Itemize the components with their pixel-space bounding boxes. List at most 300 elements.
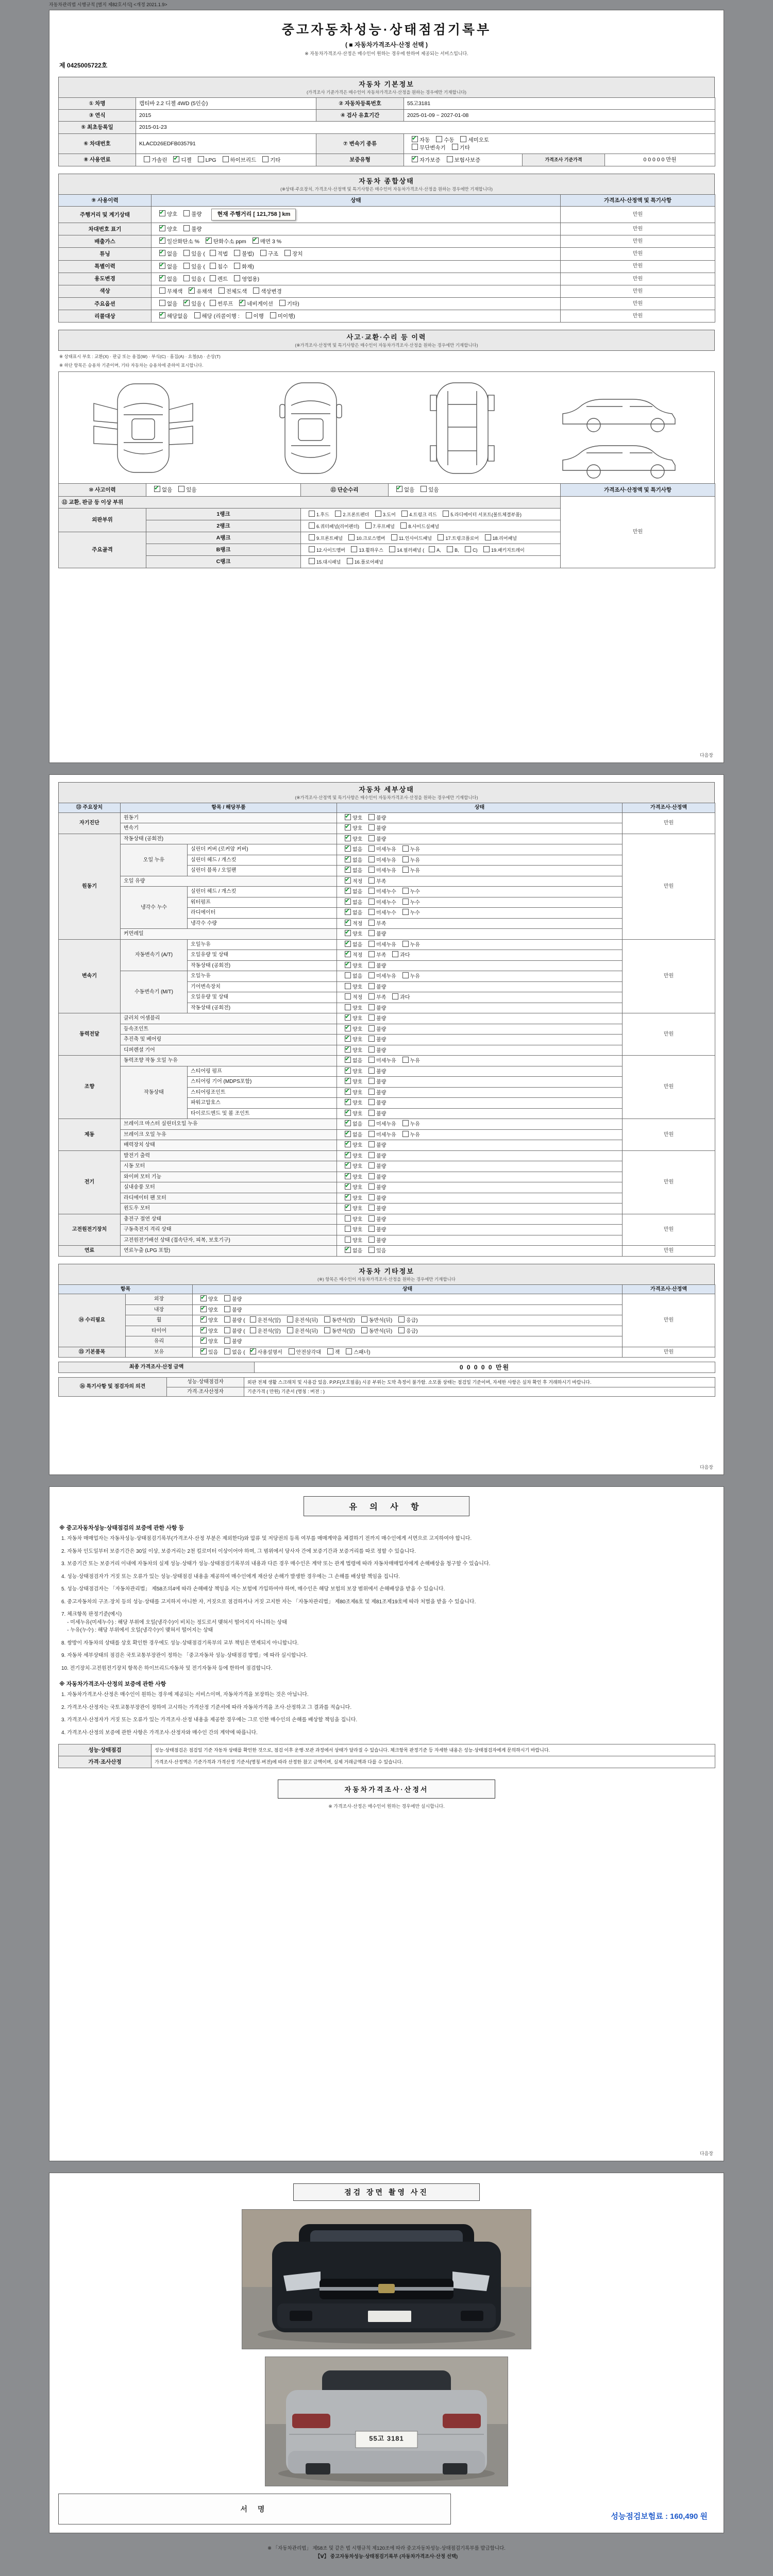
field-value[interactable]: ✔ 양호 불량 [337, 1098, 623, 1109]
checkbox-checked[interactable] [345, 962, 351, 968]
checkbox-empty[interactable] [223, 156, 229, 162]
checkbox-empty[interactable] [210, 263, 216, 269]
checkbox-checked[interactable] [345, 1205, 351, 1211]
checkbox-empty[interactable] [368, 888, 375, 894]
field-value[interactable]: ✔ 양호 불량 ( 운전석(앞) 운전석(뒤) 동반석(앞) 동반석(뒤) 응급) [193, 1315, 623, 1326]
checkbox-empty[interactable] [429, 546, 435, 552]
checkbox-checked[interactable] [345, 920, 351, 926]
checkbox-empty[interactable] [234, 263, 240, 269]
checkbox-empty[interactable] [219, 287, 225, 294]
checkbox-checked[interactable] [189, 287, 195, 294]
checkbox-empty[interactable] [368, 824, 375, 831]
price-cell: 만원 [623, 1294, 715, 1347]
checkbox-empty[interactable] [234, 275, 240, 281]
field-value[interactable]: 양호 불량 [337, 981, 623, 992]
field-label: 상태 [193, 1284, 623, 1294]
checkbox-empty[interactable] [447, 546, 453, 552]
field-value[interactable]: ✔ 양호 불량 [337, 1172, 623, 1182]
checkbox-checked[interactable] [345, 1057, 351, 1063]
checkbox-empty[interactable] [368, 1110, 375, 1116]
checkbox-empty[interactable] [438, 534, 444, 540]
field-value[interactable]: 양호 불량 [337, 1235, 623, 1246]
checkbox-empty[interactable] [368, 1194, 375, 1200]
checkbox-empty[interactable] [402, 888, 409, 894]
field-value[interactable]: ✔ 없음 미세누유 누유 [337, 855, 623, 866]
checkbox-empty[interactable] [309, 558, 315, 564]
field-value[interactable]: ✔ 없음 미세누유 누유 [337, 1119, 623, 1130]
field-value[interactable]: ✔ 적정 부족 과다 [337, 950, 623, 961]
checkbox-empty[interactable] [368, 1215, 375, 1222]
checkbox-empty[interactable] [178, 486, 184, 492]
checkbox-checked[interactable] [173, 156, 179, 162]
caution-title: 유 의 사 항 [304, 1496, 469, 1516]
checkbox-empty[interactable] [287, 1327, 293, 1333]
checkbox-checked[interactable] [250, 1348, 256, 1354]
inspection-photo-front [242, 2209, 531, 2349]
field-value[interactable]: ✔ 없음 있음 [389, 484, 561, 496]
field-label: ⑩ 사고이력 [59, 484, 146, 496]
checkbox-checked[interactable] [200, 1327, 207, 1333]
field-value[interactable]: 가솔린 ✔디젤 LPG 하이브리드 기타 [136, 154, 316, 166]
checkbox-checked[interactable] [345, 1089, 351, 1095]
checkbox-checked[interactable] [345, 1046, 351, 1053]
checkbox-checked[interactable] [200, 1348, 207, 1354]
field-value[interactable]: ✔ 없음 미세누유 누유 [337, 1056, 623, 1066]
license-plate: 55고 3181 [369, 2434, 404, 2442]
checkbox-empty[interactable] [224, 1327, 230, 1333]
field-value[interactable]: ✔자동 수동 세미오토 무단변속기 기타 [404, 133, 715, 154]
checkbox-checked[interactable] [345, 867, 351, 873]
checkbox-empty[interactable] [287, 1316, 293, 1323]
field-label: 자기진단 [59, 812, 121, 834]
checkbox-empty[interactable] [253, 287, 259, 294]
accident-history-table [58, 483, 715, 568]
checkbox-empty[interactable] [368, 920, 375, 926]
checkbox-empty[interactable] [183, 250, 190, 256]
field-value[interactable]: ✔ 없음 미세누유 누유 [337, 866, 623, 876]
checkbox-checked[interactable] [345, 845, 351, 852]
field-value[interactable]: 적정 부족 과다 [337, 992, 623, 1003]
checkbox-checked[interactable] [345, 1173, 351, 1179]
checkbox-empty[interactable] [402, 867, 409, 873]
field-value[interactable]: ✔ 양호 불량 [337, 1150, 623, 1161]
checkbox-empty[interactable] [224, 1348, 230, 1354]
checkbox-empty[interactable] [335, 511, 341, 517]
field-value[interactable]: ✔ 양호 불량 [337, 1013, 623, 1024]
field-value[interactable]: ✔ 양호 불량 [337, 960, 623, 971]
checkbox-empty[interactable] [368, 1057, 375, 1063]
checkbox-checked[interactable] [345, 941, 351, 947]
field-value[interactable]: ✔ 없음 미세누유 누유 [337, 844, 623, 855]
checkbox-checked[interactable] [345, 1183, 351, 1190]
checkbox-checked[interactable] [345, 1131, 351, 1137]
field-value[interactable]: ✔ 양호 불량 [337, 823, 623, 834]
field-value: 2025-01-09 ~ 2027-01-08 [404, 110, 715, 122]
checkbox-empty[interactable] [279, 300, 285, 306]
field-value[interactable]: ✔ 양호 불량 [193, 1336, 623, 1347]
checkbox-empty[interactable] [368, 877, 375, 884]
price-cell: 만원 [561, 260, 715, 273]
checkbox-empty[interactable] [351, 546, 357, 552]
field-value[interactable]: ✔ 적정 부족 [337, 876, 623, 887]
checkbox-empty[interactable] [402, 899, 409, 905]
checkbox-checked[interactable] [412, 156, 418, 162]
checkbox-empty[interactable] [402, 1057, 409, 1063]
checkbox-empty[interactable] [368, 835, 375, 841]
checkbox-empty[interactable] [250, 1316, 256, 1323]
checkbox-empty[interactable] [465, 546, 471, 552]
checkbox-empty[interactable] [402, 941, 409, 947]
field-value[interactable]: ✔ 양호 불량 [337, 834, 623, 844]
checkbox-empty[interactable] [392, 951, 398, 957]
checkbox-checked[interactable] [412, 136, 418, 142]
price-cell: 만원 [623, 1347, 715, 1358]
checkbox-empty[interactable] [483, 546, 490, 552]
checkbox-checked[interactable] [345, 1141, 351, 1147]
checkbox-checked[interactable] [159, 225, 165, 231]
checkbox-empty[interactable] [398, 1327, 405, 1333]
checkbox-empty[interactable] [368, 845, 375, 852]
checkbox-empty[interactable] [198, 156, 204, 162]
field-value[interactable]: ✔ 양호 불량 [337, 1161, 623, 1172]
section-note: (※가격조사·산정액 및 특기사항은 매수인이 자동차가격조사·산정을 원하는 경우에만 기재합니다) [295, 343, 478, 348]
field-value[interactable]: ✔ 양호 불량 [337, 1045, 623, 1056]
field-value[interactable]: ✔ 있음 없음 ( ✔ 사용설명서 안전삼각대 잭 스패너) [193, 1347, 623, 1358]
field-value[interactable]: ✔ 양호 불량 현재 주행거리 [ 121,758 ] km [152, 207, 561, 223]
field-value[interactable]: ✔ 없음 있음 [146, 484, 301, 496]
field-value[interactable]: ✔ 양호 불량 [337, 1193, 623, 1204]
checkbox-empty[interactable] [368, 1014, 375, 1021]
checkbox-checked[interactable] [159, 210, 165, 216]
field-value: 2015-01-23 [136, 122, 715, 133]
field-label: 성능·상태점검 [59, 1744, 152, 1756]
checkbox-empty[interactable] [368, 899, 375, 905]
checkbox-checked[interactable] [345, 1067, 351, 1074]
checkbox-checked[interactable] [206, 238, 212, 244]
checkbox-empty[interactable] [368, 1152, 375, 1158]
field-value[interactable]: 없음 ✔있음 ( 썬루프 ✔네비게이션 기타) [152, 298, 561, 310]
section-overall-condition [58, 174, 715, 195]
checkbox-checked[interactable] [345, 824, 351, 831]
overall-condition-table [58, 194, 715, 323]
checkbox-checked[interactable] [345, 899, 351, 905]
field-value[interactable]: ✔ 자가보증 보험사보증 [404, 154, 523, 166]
checkbox-empty[interactable] [402, 856, 409, 862]
checkbox-empty[interactable] [309, 511, 315, 517]
field-label: ⑤ 최초등록일 [59, 122, 136, 133]
checkbox-empty[interactable] [368, 1089, 375, 1095]
checkbox-checked[interactable] [345, 877, 351, 884]
field-value[interactable]: ✔ 적정 부족 [337, 918, 623, 929]
checkbox-empty[interactable] [401, 511, 408, 517]
checkbox-empty[interactable] [224, 1306, 230, 1312]
checkbox-checked[interactable] [345, 1025, 351, 1031]
checkbox-empty[interactable] [183, 210, 190, 216]
field-value[interactable]: ✔ 없음 미세누수 누수 [337, 908, 623, 919]
checkbox-empty[interactable] [485, 534, 491, 540]
checkbox-empty[interactable] [402, 909, 409, 915]
checkbox-empty[interactable] [368, 983, 375, 989]
checkbox-empty[interactable] [368, 1183, 375, 1190]
checkbox-empty[interactable] [210, 250, 216, 256]
field-value: 실린더 헤드 / 개스킷 [188, 855, 337, 866]
field-value[interactable]: ✔ 없음 미세누유 누유 [337, 1129, 623, 1140]
checkbox-empty[interactable] [389, 546, 395, 552]
field-value[interactable]: ✔ 없음 있음 ( 렌트 영업용) [152, 273, 561, 285]
field-value[interactable]: ✔ 양호 불량 ( 운전석(앞) 운전석(뒤) 동반석(앞) 동반석(뒤) 응급) [193, 1326, 623, 1336]
checkbox-checked[interactable] [345, 835, 351, 841]
field-value[interactable]: ✔ 양호 불량 [337, 1035, 623, 1045]
field-value: 변속기 [121, 823, 337, 834]
field-value[interactable]: ✔ 양호 불량 [337, 929, 623, 940]
checkbox-empty[interactable] [421, 486, 427, 492]
checkbox-empty[interactable] [348, 534, 355, 540]
checkbox-empty[interactable] [345, 1236, 351, 1243]
field-value[interactable]: ✔ 양호 불량 [337, 1087, 623, 1098]
checkbox-empty[interactable] [368, 1078, 375, 1084]
checkbox-empty[interactable] [345, 1226, 351, 1232]
checkbox-empty[interactable] [284, 250, 291, 256]
checkbox-checked[interactable] [345, 1152, 351, 1158]
checkbox-empty[interactable] [159, 300, 165, 306]
checkbox-checked[interactable] [200, 1316, 207, 1323]
checkbox-empty[interactable] [309, 522, 315, 529]
checkbox-checked[interactable] [345, 1099, 351, 1105]
field-value[interactable]: ✔ 양호 불량 [337, 1077, 623, 1088]
checkbox-empty[interactable] [368, 1131, 375, 1137]
field-value[interactable]: 양호 불량 [337, 1214, 623, 1225]
checkbox-checked[interactable] [159, 312, 165, 318]
checkbox-empty[interactable] [368, 1067, 375, 1074]
checkbox-checked[interactable] [345, 1036, 351, 1042]
checkbox-empty[interactable] [368, 909, 375, 915]
field-value[interactable]: ✔ 양호 불량 [193, 1304, 623, 1315]
field-label: 주요옵션 [59, 298, 152, 310]
field-value[interactable]: ✔ 양호 불량 [337, 812, 623, 823]
checkbox-empty[interactable] [345, 1004, 351, 1010]
field-value[interactable]: ✔ 양호 불량 [152, 223, 561, 235]
checkbox-empty[interactable] [368, 1205, 375, 1211]
field-value[interactable]: ✔ 일산화탄소 % ✔탄화수소 ppm ✔매연 3 % [152, 235, 561, 248]
checkbox-empty[interactable] [345, 993, 351, 999]
checkbox-checked[interactable] [345, 1247, 351, 1253]
checkbox-empty[interactable] [402, 1120, 409, 1126]
checkbox-checked[interactable] [200, 1306, 207, 1312]
checkbox-empty[interactable] [402, 972, 409, 978]
checkbox-checked[interactable] [345, 930, 351, 936]
checkbox-empty[interactable] [368, 1025, 375, 1031]
checkbox-empty[interactable] [368, 1046, 375, 1053]
field-value[interactable]: ✔ 양호 불량 [337, 1108, 623, 1119]
field-value[interactable]: 6.쿼터패널(리어펜더) 7.루프패널 8.사이드실패널 [301, 520, 561, 532]
checkbox-checked[interactable] [345, 951, 351, 957]
checkbox-checked[interactable] [200, 1337, 207, 1344]
price-cell: 만원 [623, 939, 715, 1013]
field-value[interactable]: 양호 불량 [337, 1003, 623, 1013]
checkbox-checked[interactable] [345, 1014, 351, 1021]
checkbox-checked[interactable] [345, 909, 351, 915]
checkbox-empty[interactable] [368, 856, 375, 862]
checkbox-empty[interactable] [250, 1327, 256, 1333]
field-value: 동력조향 작동 오일 누유 [121, 1056, 337, 1066]
checkbox-empty[interactable] [368, 941, 375, 947]
checkbox-empty[interactable] [375, 511, 381, 517]
field-value[interactable]: ✔ 해당없음 해당 (리콜이행 : 이행 미이행) [152, 310, 561, 323]
field-label: 외장 [126, 1294, 193, 1305]
checkbox-empty[interactable] [159, 287, 165, 294]
checkbox-empty[interactable] [324, 1316, 330, 1323]
checkbox-empty[interactable] [361, 1316, 367, 1323]
field-value: 타이로드엔드 및 볼 조인트 [188, 1108, 337, 1119]
checkbox-empty[interactable] [365, 522, 372, 529]
checkbox-empty[interactable] [452, 144, 458, 150]
checkbox-empty[interactable] [398, 1316, 405, 1323]
checkbox-checked[interactable] [396, 486, 402, 492]
checkbox-empty[interactable] [183, 275, 190, 281]
checkbox-empty[interactable] [368, 1141, 375, 1147]
checkbox-empty[interactable] [183, 263, 190, 269]
checkbox-empty[interactable] [345, 983, 351, 989]
checkbox-empty[interactable] [391, 534, 397, 540]
checkbox-empty[interactable] [368, 1099, 375, 1105]
field-label: 상태 [337, 803, 623, 813]
checkbox-empty[interactable] [436, 136, 442, 142]
checkbox-empty[interactable] [327, 1348, 333, 1354]
checkbox-empty[interactable] [400, 522, 407, 529]
checkbox-empty[interactable] [309, 546, 315, 552]
price-survey-cta: 자동차가격조사·산정서 [278, 1780, 495, 1799]
field-value[interactable]: ✔ 없음 있음 ( 침수 화재) [152, 260, 561, 273]
price-cell: 만원 [623, 1246, 715, 1257]
checkbox-empty[interactable] [368, 1162, 375, 1168]
field-value[interactable]: ✔ 양호 불량 [337, 1140, 623, 1151]
checkbox-empty[interactable] [447, 156, 453, 162]
field-value[interactable]: ✔ 양호 불량 [337, 1182, 623, 1193]
checkbox-empty[interactable] [210, 275, 216, 281]
price-cell: 만원 [623, 1013, 715, 1056]
checkbox-empty[interactable] [345, 972, 351, 978]
checkbox-empty[interactable] [368, 962, 375, 968]
checkbox-empty[interactable] [368, 1247, 375, 1253]
field-value: 브레이크 마스터 실린더오일 누유 [121, 1119, 337, 1130]
checkbox-empty[interactable] [347, 558, 353, 564]
checkbox-empty[interactable] [412, 144, 418, 150]
field-value[interactable]: 양호 불량 [337, 1225, 623, 1235]
checkbox-empty[interactable] [346, 1348, 352, 1354]
other-info-table [58, 1284, 715, 1358]
checkbox-checked[interactable] [345, 814, 351, 820]
checkbox-empty[interactable] [224, 1316, 230, 1323]
field-value[interactable]: ✔ 양호 불량 [337, 1066, 623, 1077]
field-value[interactable]: ✔ 없음 미세누유 누유 [337, 939, 623, 950]
checkbox-empty[interactable] [345, 1215, 351, 1222]
checkbox-empty[interactable] [368, 972, 375, 978]
checkbox-checked[interactable] [253, 238, 259, 244]
checkbox-empty[interactable] [309, 534, 315, 540]
field-label: 가격조사 기준가격 [523, 154, 605, 166]
field-value: 커먼레일 [121, 929, 337, 940]
checkbox-empty[interactable] [368, 993, 375, 999]
checkbox-empty[interactable] [246, 312, 252, 318]
checkbox-empty[interactable] [361, 1327, 367, 1333]
checkbox-empty[interactable] [289, 1348, 295, 1354]
checkbox-empty[interactable] [443, 511, 449, 517]
field-value[interactable]: 없음 미세누유 누유 [337, 971, 623, 982]
checkbox-empty[interactable] [368, 930, 375, 936]
field-value[interactable]: ✔ 양호 불량 [337, 1024, 623, 1035]
checkbox-empty[interactable] [194, 312, 200, 318]
checkbox-checked[interactable] [154, 486, 160, 492]
field-label: 고전원전기장치 [59, 1214, 121, 1246]
checkbox-empty[interactable] [368, 1004, 375, 1010]
checkbox-checked[interactable] [200, 1295, 207, 1301]
field-value[interactable]: ✔ 없음 미세누수 누수 [337, 897, 623, 908]
checkbox-checked[interactable] [345, 1078, 351, 1084]
checkbox-empty[interactable] [270, 312, 276, 318]
checkbox-checked[interactable] [239, 300, 245, 306]
field-label: 최종 가격조사·산정 금액 [59, 1362, 255, 1373]
checkbox-empty[interactable] [368, 1226, 375, 1232]
field-value[interactable]: ✔ 없음 미세누수 누수 [337, 887, 623, 897]
checkbox-empty[interactable] [210, 300, 216, 306]
checkbox-empty[interactable] [368, 951, 375, 957]
checkbox-empty[interactable] [402, 845, 409, 852]
field-value[interactable]: ✔ 없음 있음 ( 적법 불법) 구조 장치 [152, 248, 561, 260]
checkbox-checked[interactable] [159, 263, 165, 269]
checkbox-checked[interactable] [345, 888, 351, 894]
checkbox-checked[interactable] [345, 1120, 351, 1126]
section-note: (※가격조사·산정액 및 특기사항은 매수인이 자동차가격조사·산정을 원하는 경우에만 기재합니다) [295, 795, 478, 800]
field-value[interactable]: ✔ 양호 불량 [337, 1204, 623, 1214]
checkbox-checked[interactable] [183, 300, 190, 306]
checkbox-empty[interactable] [368, 1120, 375, 1126]
field-value[interactable]: 무채색 ✔유채색 전체도색 색상변경 [152, 285, 561, 297]
checkbox-empty[interactable] [183, 225, 190, 231]
field-value: 충전구 절연 상태 [121, 1214, 337, 1225]
field-value[interactable]: ✔ 양호 불량 [193, 1294, 623, 1305]
field-value[interactable]: 12.사이드멤버 13.휠하우스 14.필러패널 ( A, B, C) 19.패키지트레이 [301, 544, 561, 556]
checkbox-empty[interactable] [392, 993, 398, 999]
field-value[interactable]: 9.프론트패널 10.크로스멤버 11.인사이드패널 17.트렁크플로어 18.리어패널 [301, 532, 561, 544]
checkbox-checked[interactable] [345, 856, 351, 862]
checkbox-checked[interactable] [345, 1110, 351, 1116]
checkbox-checked[interactable] [159, 238, 165, 244]
checkbox-empty[interactable] [144, 156, 150, 162]
car-diagram-top-open [66, 378, 221, 479]
checkbox-empty[interactable] [368, 867, 375, 873]
checkbox-empty[interactable] [368, 1173, 375, 1179]
checkbox-empty[interactable] [262, 156, 268, 162]
field-value[interactable]: 1.후드 2.프론트펜더 3.도어 4.트렁크 리드 5.라디에이터 서포트(볼트체결부품) [301, 508, 561, 520]
field-label: ① 차명 [59, 98, 136, 110]
checkbox-empty[interactable] [234, 250, 240, 256]
checkbox-checked[interactable] [345, 1162, 351, 1168]
checkbox-checked[interactable] [345, 1194, 351, 1200]
checkbox-empty[interactable] [368, 814, 375, 820]
checkbox-empty[interactable] [260, 250, 266, 256]
checkbox-empty[interactable] [324, 1327, 330, 1333]
checkbox-empty[interactable] [368, 1036, 375, 1042]
checkbox-empty[interactable] [402, 1131, 409, 1137]
checkbox-empty[interactable] [460, 136, 466, 142]
checkbox-checked[interactable] [159, 250, 165, 256]
checkbox-empty[interactable] [368, 1236, 375, 1243]
checkbox-empty[interactable] [224, 1337, 230, 1344]
checkbox-empty[interactable] [224, 1295, 230, 1301]
field-value[interactable]: ✔ 없음 있음 [337, 1246, 623, 1257]
field-value[interactable]: 15.대시패널 16.플로어패널 [301, 556, 561, 568]
checkbox-checked[interactable] [159, 275, 165, 281]
